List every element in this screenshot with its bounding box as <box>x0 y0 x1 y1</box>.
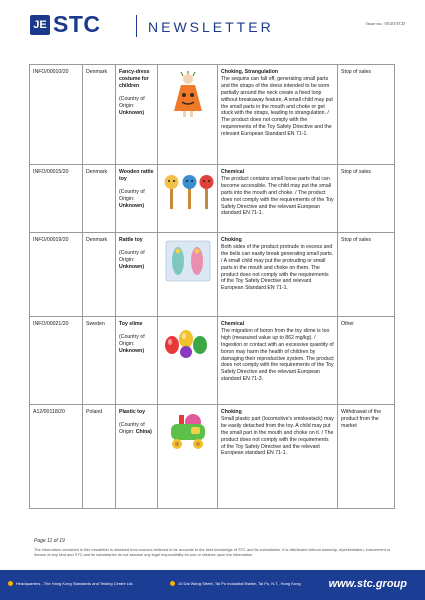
location-pin-icon <box>170 581 175 586</box>
country-cell: Denmark <box>83 165 116 233</box>
website-link[interactable]: www.stc.group <box>328 578 407 590</box>
table-row <box>30 165 395 233</box>
origin-label: (Country of Origin: China) <box>119 421 152 435</box>
stc-logo <box>30 13 101 36</box>
measure-cell: Stop of sales <box>338 65 395 165</box>
risk-cell <box>218 233 338 317</box>
locomotive-toy-image <box>165 411 211 453</box>
country-cell: Poland <box>83 405 116 509</box>
table-row <box>30 317 395 405</box>
footer-bar <box>0 570 425 600</box>
country-cell: Denmark <box>83 65 116 165</box>
ref-cell: INFO/00021/20 <box>30 317 83 405</box>
origin-label: (Country of Origin: Unknown) <box>119 188 145 209</box>
risk-title: Chemical <box>221 321 245 327</box>
origin-value: Unknown) <box>119 347 145 354</box>
risk-cell <box>218 405 338 509</box>
ref-cell: A12/00118/20 <box>30 405 83 509</box>
logo-mark-icon <box>30 15 50 35</box>
origin-label: (Country of Origin: Unknown) <box>119 249 145 270</box>
risk-description: The migration of boron from the toy slime is too high (measured value up to 862 mg/kg). / Ingestion or contact with an excessive quantity of boron may harm the health of children by damaging their reproductive system. The product does not comply with the requirements of the Toy Safety Directive and the relevant European standard EN 71-3. <box>221 327 334 383</box>
risk-description: Small plastic part (locomotive's smokestack) may be easily detached from the toy. A child may put the small part in the mouth and choke on it. / The product does not comply with the requirements of the Toy Safety Directive and the relevant European standard EN 71-1. <box>221 415 334 457</box>
risk-title: Choking <box>221 409 242 415</box>
product-cell <box>116 233 158 317</box>
product-image <box>158 165 218 233</box>
product-cell <box>116 165 158 233</box>
ref-cell: INFO/00019/20 <box>30 233 83 317</box>
rattle-pack-image <box>163 239 213 283</box>
product-cell <box>116 317 158 405</box>
risk-title: Choking, Strangulation <box>221 69 279 75</box>
measure-cell: Other <box>338 317 395 405</box>
product-cell <box>116 65 158 165</box>
table-row <box>30 233 395 317</box>
risk-description: The sequins can fall off, generating small parts and the straps of the dress intended to be worn partially around the neck create a fixed loop without breakaway feature. A small child may put the small parts in the mouth and choke or get stuck with the straps, leading to strangulation. / The product does not comply with the requirements of the Toy Safety Directive and the relevant European Standard EN 71-1. <box>221 75 333 138</box>
disclaimer: The information contained in this newsletter is obtained from sources believed to be accurate to the best knowledge of STC and its subsidiaries. It is distributed without warranty, representation, inducement or licence of any kind and STC and its subsidiaries do not assume any legal responsibility for use or reliance upon the information. <box>34 547 391 558</box>
product-name: Fancy-dress costume for children <box>119 69 150 89</box>
origin-value: Unknown) <box>119 109 145 116</box>
headquarters-text: Headquarters - The Hong Kong Standards and Testing Centre Ltd. <box>16 581 134 586</box>
table-row <box>30 65 395 165</box>
risk-cell <box>218 165 338 233</box>
product-image <box>158 405 218 509</box>
header-divider <box>136 15 137 37</box>
product-image <box>158 65 218 165</box>
footer-headquarters <box>8 581 133 586</box>
address-text: 10 Dai Wang Street, Tai Po Industrial Estate, Tai Po, N.T., Hong Kong <box>178 581 301 586</box>
risk-description: The product contains small loose parts that can become accessible. The child may put the small parts into the mouth and choke. / The product does not comply with the requirements of the Toy Safety Directive and the relevant European standard EN 71-1. <box>221 175 334 217</box>
page-number: Page 11 of 19 <box>34 538 65 544</box>
product-name: Plastic toy <box>119 409 145 415</box>
ref-cell: INFO/00010/20 <box>30 65 83 165</box>
recall-table <box>29 64 395 509</box>
product-cell <box>116 405 158 509</box>
measure-cell: Stop of sales <box>338 233 395 317</box>
origin-value: China) <box>135 428 152 435</box>
origin-label: (Country of Origin: Unknown) <box>119 333 145 354</box>
newsletter-title: NEWSLETTER <box>148 19 274 35</box>
origin-value: Unknown) <box>119 263 145 270</box>
origin-label: (Country of Origin: Unknown) <box>119 95 145 116</box>
costume-image <box>169 71 207 119</box>
logo-mark-text: JE <box>33 18 47 31</box>
risk-title: Chemical <box>221 169 245 175</box>
risk-cell <box>218 65 338 165</box>
country-cell: Sweden <box>83 317 116 405</box>
measure-cell: Withdrawal of the product from the market <box>338 405 395 509</box>
product-name: Rattle toy <box>119 237 143 243</box>
slime-eggs-image <box>162 323 214 359</box>
ref-cell: INFO/00015/20 <box>30 165 83 233</box>
origin-value: Unknown) <box>119 202 145 209</box>
risk-description: Both sides of the product protrude in excess and the bells can easily break generating small parts. / A small child may put the protruding or small parts in the mouth and choke on them. The product does not comply with the requirements of the Toy Safety Directive and relevant European Standard EN 71-1. <box>221 243 334 292</box>
product-image <box>158 233 218 317</box>
rattle-image <box>161 171 217 211</box>
risk-cell <box>218 317 338 405</box>
risk-title: Choking <box>221 237 242 243</box>
product-image <box>158 317 218 405</box>
issue-number: Issue no.: 05/20/TCD <box>366 21 405 26</box>
product-name: Wooden rattle toy <box>119 169 154 182</box>
table-row <box>30 405 395 509</box>
logo-text: STC <box>53 11 101 37</box>
product-name: Toy slime <box>119 321 143 327</box>
country-cell: Denmark <box>83 233 116 317</box>
headquarters-icon <box>8 581 13 586</box>
page-header <box>0 0 425 48</box>
measure-cell: Stop of sales <box>338 165 395 233</box>
footer-address <box>170 581 301 586</box>
